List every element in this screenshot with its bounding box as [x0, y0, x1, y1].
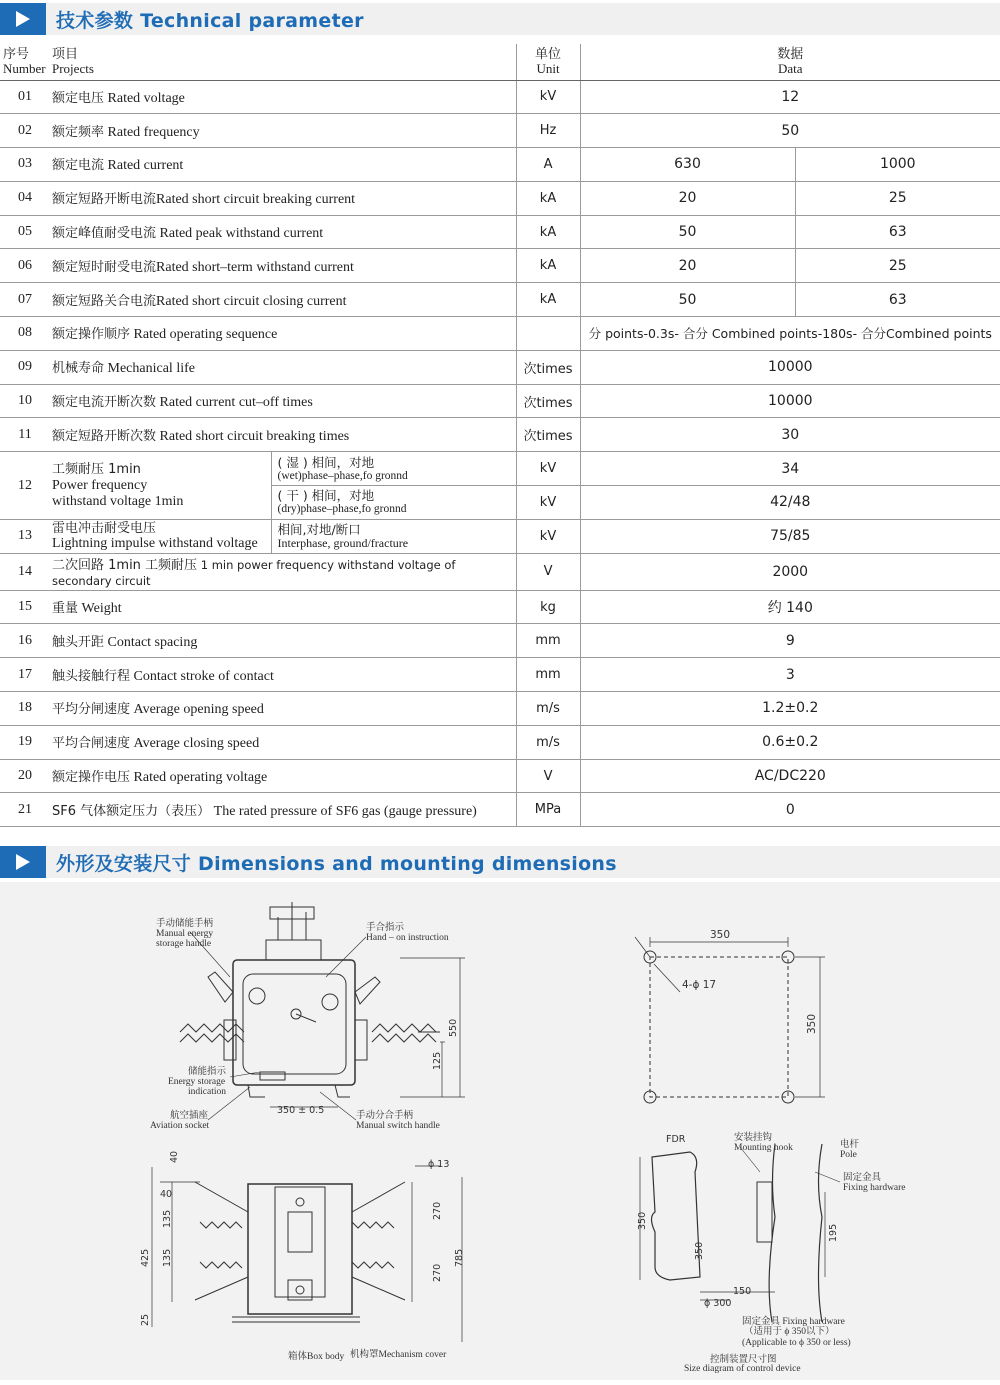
row-unit: 次times: [516, 418, 580, 452]
dim-13: ϕ 13: [428, 1159, 450, 1170]
header-no-en: Number: [3, 60, 46, 76]
table-row: [0, 624, 1000, 658]
dim-350d: 350: [694, 1241, 705, 1260]
play-icon: [0, 846, 46, 878]
project-en: 1 min power frequency withstand voltage of secondary circuit: [52, 557, 456, 588]
project-en: Rated frequency: [104, 124, 200, 140]
dim-25: 25: [140, 1313, 151, 1326]
project-cn: 额定电流: [52, 158, 105, 174]
row-data-1000: 25: [795, 181, 1000, 215]
dim-135b: 135: [162, 1248, 173, 1267]
project-cn: 额定操作电压: [52, 770, 131, 786]
project-en: Rated short circuit breaking current: [156, 192, 356, 208]
dim-hole: 4-ϕ 17: [682, 979, 717, 991]
row-data-630: 50: [580, 283, 795, 317]
header-no-cn: 序号: [3, 46, 30, 62]
dim-150: 150: [733, 1286, 752, 1297]
dim-40b: 40: [160, 1189, 173, 1200]
header-proj-cn: 项目: [52, 46, 79, 62]
row-unit: A: [516, 148, 580, 182]
table-row: [0, 553, 1000, 590]
row-data: 0.6±0.2: [580, 725, 1000, 759]
label-ctrl-en: Size diagram of control device: [684, 1364, 801, 1374]
technical-drawing: [0, 882, 1000, 1380]
table-row: [0, 519, 1000, 553]
table-row: [0, 249, 1000, 283]
label-pole-en: Pole: [840, 1150, 857, 1160]
project-cn: SF6 气体额定压力（表压）: [52, 803, 211, 819]
table-row: [0, 692, 1000, 726]
row-number: 13: [0, 519, 50, 553]
row-project: [50, 519, 271, 553]
table-row: [0, 215, 1000, 249]
label-switch-cn: 手动分合手柄: [356, 1111, 414, 1121]
row-data: 0: [580, 793, 1000, 827]
row-number: 19: [0, 725, 50, 759]
row-project: [50, 215, 516, 249]
project-en: Rated operating voltage: [130, 770, 268, 786]
row-number: 02: [0, 114, 50, 148]
header-unit-en: Unit: [536, 60, 560, 76]
row-data-630: 20: [580, 181, 795, 215]
row-unit: mm: [516, 658, 580, 692]
project-en: Average opening speed: [130, 702, 264, 718]
row-data: 34: [580, 452, 1000, 486]
row-project: [50, 624, 516, 658]
row-number: 03: [0, 148, 50, 182]
table-row: [0, 181, 1000, 215]
row-unit: kV: [516, 519, 580, 553]
table-row: [0, 658, 1000, 692]
project-en: Lightning impulse withstand voltage: [52, 536, 258, 552]
label-fix-cn: 固定金具: [843, 1173, 882, 1183]
row-data: 1.2±0.2: [580, 692, 1000, 726]
row-data: 75/85: [580, 519, 1000, 553]
project-cn: 雷电冲击耐受电压: [52, 521, 157, 537]
row-project: [50, 283, 516, 317]
table-row: [0, 590, 1000, 624]
project-en: Rated short circuit breaking times: [156, 428, 350, 444]
label-fix-en: Fixing hardware: [843, 1183, 906, 1193]
row-project: [50, 692, 516, 726]
header-data-en: Data: [778, 60, 803, 76]
project-cn: 额定频率: [52, 124, 105, 140]
row-number: 12: [0, 452, 50, 520]
row-number: 05: [0, 215, 50, 249]
project-cn: 额定峰值耐受电流: [52, 226, 157, 242]
section-title: 技术参数 Technical parameter: [56, 9, 364, 32]
row-number: 01: [0, 80, 50, 114]
row-unit: MPa: [516, 793, 580, 827]
row-project: [50, 181, 516, 215]
row-unit: mm: [516, 624, 580, 658]
project-en: The rated pressure of SF6 gas (gauge pressure): [210, 803, 477, 819]
project-en: Rated operating sequence: [130, 327, 278, 343]
row-number: 10: [0, 384, 50, 418]
label-switch-en: Manual switch handle: [356, 1121, 440, 1131]
subitem-cn: 相间,对地/断口: [277, 521, 361, 537]
row-unit: kA: [516, 249, 580, 283]
row-unit: m/s: [516, 725, 580, 759]
row-data: 12: [580, 80, 1000, 114]
table-row: [0, 350, 1000, 384]
project-cn: 额定短时耐受电流: [52, 259, 157, 275]
row-unit: kV: [516, 452, 580, 486]
dim-350c: 350: [637, 1211, 648, 1230]
row-data-1000: 25: [795, 249, 1000, 283]
row-number: 09: [0, 350, 50, 384]
row-number: 18: [0, 692, 50, 726]
table-row: [0, 80, 1000, 114]
label-hand-en: Hand – on instruction: [366, 933, 449, 943]
project-en: Mechanical life: [104, 361, 195, 377]
row-unit: Hz: [516, 114, 580, 148]
section-header-technical: [0, 3, 1000, 35]
row-project: [50, 590, 516, 624]
row-subitem-dry: [271, 486, 516, 520]
dim-350w: 350 ± 0.5: [277, 1105, 325, 1116]
row-data: 3: [580, 658, 1000, 692]
parameter-table: [0, 44, 1000, 827]
row-project: [50, 384, 516, 418]
dim-350v: 350: [806, 1013, 818, 1034]
row-number: 16: [0, 624, 50, 658]
table-header: [0, 44, 1000, 80]
table-row: [0, 452, 1000, 486]
table-row: [0, 317, 1000, 351]
row-project: [50, 114, 516, 148]
section-header-dimensions: [0, 846, 1000, 878]
row-project: [50, 452, 271, 520]
project-en: Average closing speed: [130, 736, 260, 752]
project-cn: 触头开距: [52, 634, 105, 650]
project-cn: 平均分闸速度: [52, 702, 131, 718]
project-cn: 额定短路关合电流: [52, 293, 157, 309]
row-project: [50, 793, 516, 827]
project-cn: 机械寿命: [52, 361, 105, 377]
row-data-1000: 1000: [795, 148, 1000, 182]
dim-300: ϕ 300: [704, 1298, 732, 1309]
project-cn: 触头接触行程: [52, 668, 131, 684]
row-unit: kV: [516, 486, 580, 520]
label-energy-cn: 储能指示: [188, 1067, 227, 1077]
row-project: [50, 759, 516, 793]
row-number: 04: [0, 181, 50, 215]
row-number: 17: [0, 658, 50, 692]
dim-350h: 350: [710, 929, 731, 941]
row-number: 07: [0, 283, 50, 317]
row-data-630: 50: [580, 215, 795, 249]
top-view: [152, 1166, 462, 1342]
row-unit: 次times: [516, 384, 580, 418]
row-project: [50, 350, 516, 384]
table-row: [0, 148, 1000, 182]
row-number: 20: [0, 759, 50, 793]
row-data-1000: 63: [795, 283, 1000, 317]
dim-125: 125: [432, 1051, 443, 1070]
label-avi-cn: 航空插座: [170, 1111, 209, 1121]
label-hand-cn: 手合指示: [366, 923, 405, 933]
project-en2: withstand voltage 1min: [52, 493, 184, 509]
row-project: [50, 553, 516, 590]
header-proj-en: Projects: [52, 60, 94, 76]
project-cn: 额定短路开断次数: [52, 428, 157, 444]
dim-270b: 270: [432, 1263, 443, 1282]
project-en: Contact spacing: [104, 634, 198, 650]
project-en: Weight: [78, 601, 122, 617]
header-unit-cn: 单位: [535, 46, 562, 62]
label-manual-en1: Manual energy: [156, 929, 214, 939]
table-row: [0, 283, 1000, 317]
label-fix2: 固定金具 Fixing hardware: [742, 1317, 845, 1327]
table-row: [0, 384, 1000, 418]
label-ctrl-cn: 控制装置尺寸图: [710, 1355, 777, 1365]
subitem-cn: ( 干 ) 相间，对地: [277, 488, 375, 504]
row-data-630: 20: [580, 249, 795, 283]
row-data: 10000: [580, 384, 1000, 418]
row-subitem: [271, 519, 516, 553]
table-row: [0, 725, 1000, 759]
project-cn: 额定操作顺序: [52, 327, 131, 343]
label-mech: 机构罩Mechanism cover: [350, 1350, 447, 1360]
project-cn: 额定短路开断电流: [52, 192, 157, 208]
row-project: [50, 418, 516, 452]
label-energy-en2: indication: [188, 1087, 226, 1097]
project-en: Rated peak withstand current: [156, 226, 324, 242]
row-project: [50, 80, 516, 114]
row-project: [50, 658, 516, 692]
project-en: Rated current: [104, 158, 184, 174]
row-unit: [516, 317, 580, 351]
table-row: [0, 759, 1000, 793]
table-row: [0, 793, 1000, 827]
row-data: 10000: [580, 350, 1000, 384]
project-cn: 二次回路 1min 工频耐压: [52, 557, 198, 573]
project-en: Contact stroke of contact: [130, 668, 274, 684]
dim-135a: 135: [162, 1209, 173, 1228]
row-unit: kV: [516, 80, 580, 114]
project-cn: 工频耐压 1min: [52, 461, 141, 477]
label-manual-cn: 手动储能手柄: [156, 919, 214, 929]
row-unit: kA: [516, 181, 580, 215]
subitem-en: (wet)phase–phase,fo gronnd: [277, 469, 408, 482]
row-number: 21: [0, 793, 50, 827]
project-en: Rated short circuit closing current: [156, 293, 347, 309]
dim-40a: 40: [169, 1150, 180, 1163]
project-en: Rated short–term withstand current: [156, 259, 354, 275]
row-data: 9: [580, 624, 1000, 658]
project-en1: Power frequency: [52, 477, 148, 493]
row-project: [50, 249, 516, 283]
row-unit: kA: [516, 283, 580, 317]
project-en: Rated voltage: [104, 90, 185, 106]
project-en: Rated current cut–off times: [156, 395, 313, 411]
row-unit: kg: [516, 590, 580, 624]
row-number: 06: [0, 249, 50, 283]
row-data: 42/48: [580, 486, 1000, 520]
header-data-cn: 数据: [777, 46, 804, 62]
row-data: 2000: [580, 553, 1000, 590]
section-title: 外形及安装尺寸 Dimensions and mounting dimensions: [56, 852, 617, 875]
label-pole-cn: 电杆: [840, 1140, 860, 1150]
row-number: 15: [0, 590, 50, 624]
table-row: [0, 418, 1000, 452]
label-hook-cn: 安装挂钩: [734, 1133, 773, 1143]
label-fix3: （适用于 ϕ 350以下）: [744, 1327, 835, 1337]
row-data: 30: [580, 418, 1000, 452]
label-box: 箱体Box body: [288, 1352, 345, 1362]
label-fix4: (Applicable to ϕ 350 or less): [742, 1338, 851, 1348]
row-project: [50, 148, 516, 182]
label-avi-en: Aviation socket: [150, 1121, 210, 1131]
label-fdr: FDR: [666, 1134, 686, 1145]
row-data: 50: [580, 114, 1000, 148]
subitem-cn: ( 湿 ) 相间，对地: [277, 454, 375, 470]
subitem-en: Interphase, ground/fracture: [277, 535, 409, 550]
row-unit: V: [516, 553, 580, 590]
row-unit: 次times: [516, 350, 580, 384]
dimension-drawings: [0, 882, 1000, 1380]
project-cn: 额定电压: [52, 90, 105, 106]
label-manual-en2: storage handle: [156, 939, 212, 949]
table-row: [0, 114, 1000, 148]
project-cn: 重量: [52, 601, 79, 617]
row-number: 11: [0, 418, 50, 452]
row-data: AC/DC220: [580, 759, 1000, 793]
dim-785: 785: [454, 1248, 465, 1267]
project-cn: 平均合闸速度: [52, 736, 131, 752]
label-energy-en1: Energy storage: [168, 1077, 226, 1087]
dim-550: 550: [448, 1018, 459, 1037]
row-subitem-wet: [271, 452, 516, 486]
row-unit: m/s: [516, 692, 580, 726]
row-project: [50, 317, 516, 351]
row-number: 14: [0, 553, 50, 590]
dim-425: 425: [140, 1248, 151, 1267]
label-hook-en: Mounting hook: [734, 1143, 793, 1153]
row-unit: V: [516, 759, 580, 793]
play-icon: [0, 3, 46, 35]
project-cn: 额定电流开断次数: [52, 395, 157, 411]
row-unit: kA: [516, 215, 580, 249]
mounting-hole-view: [635, 937, 825, 1103]
row-data: 分 points-0.3s- 合分 Combined points-180s- 合分Combined points: [580, 317, 1000, 351]
row-data: 约 140: [580, 590, 1000, 624]
row-data-1000: 63: [795, 215, 1000, 249]
row-number: 08: [0, 317, 50, 351]
row-project: [50, 725, 516, 759]
dim-270a: 270: [432, 1201, 443, 1220]
dim-195: 195: [828, 1223, 839, 1242]
subitem-en: (dry)phase–phase,fo gronnd: [277, 503, 407, 516]
row-data-630: 630: [580, 148, 795, 182]
